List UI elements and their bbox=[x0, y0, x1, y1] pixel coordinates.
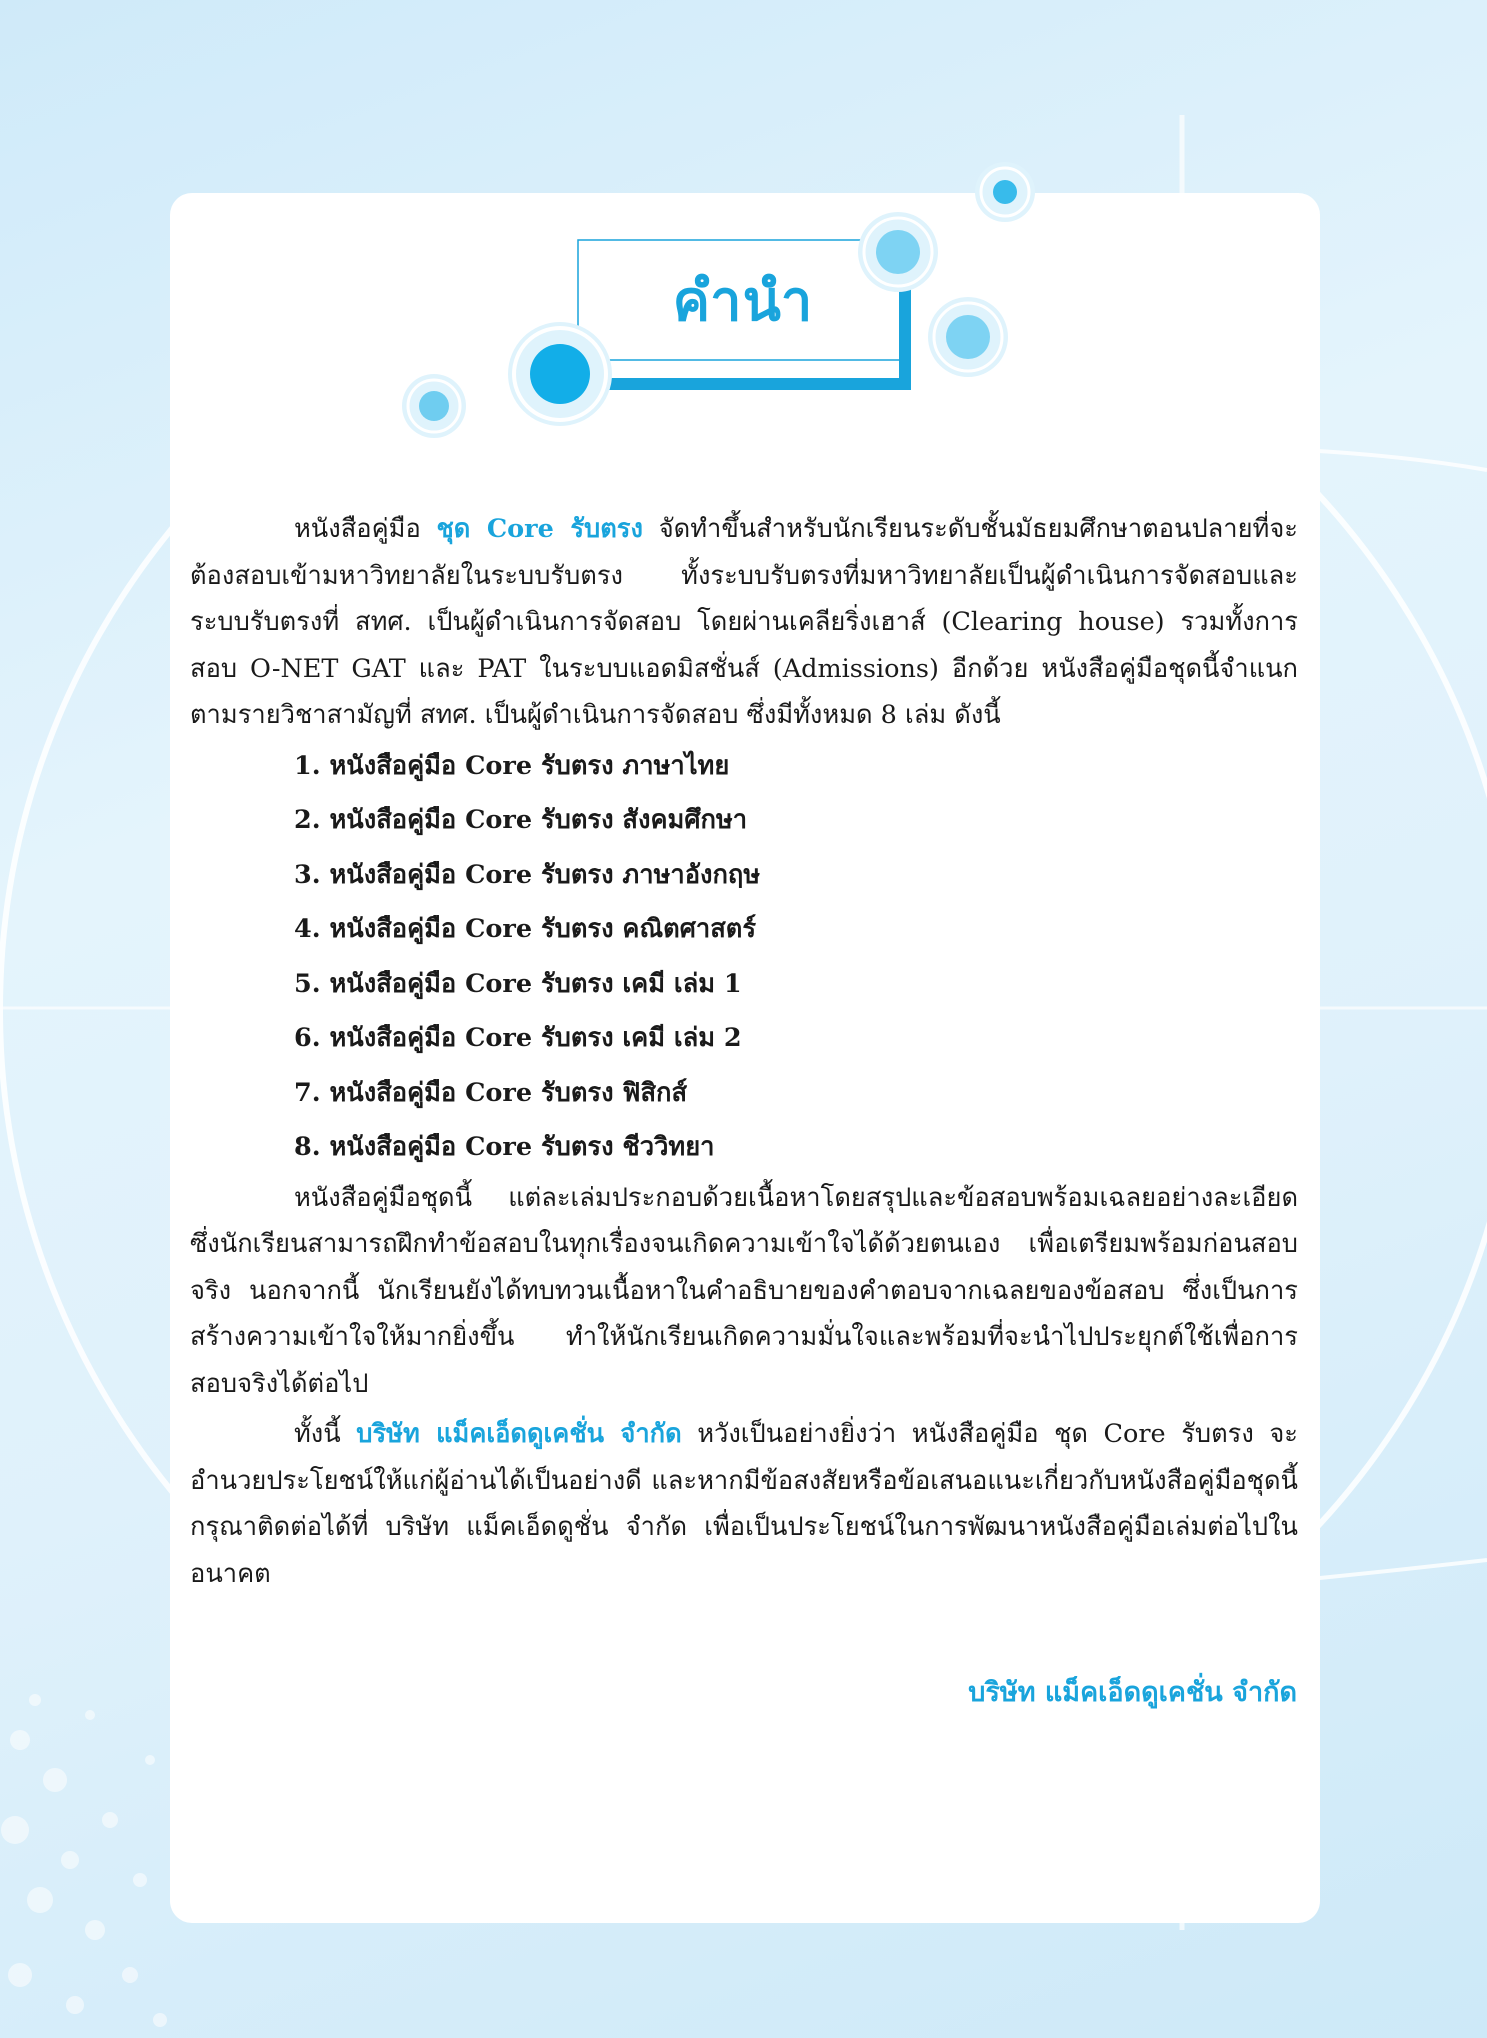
list-item: 8. หนังสือคู่มือ Core รับตรง ชีววิทยา bbox=[294, 1132, 715, 1162]
series-name-highlight: ชุด Core รับตรง bbox=[436, 514, 643, 544]
closing-lead: ทั้งนี้ bbox=[294, 1419, 357, 1449]
closing-rest: หวังเป็นอย่างยิ่งว่า หนังสือคู่มือ ชุด Core รับตรง จะอำนวยประโยชน์ให้แก่ผู้อ่านได้เป็นอย่างดี และหากมีข้อสงสัยหรือข้อเสนอแนะเกี่ยวกับหนังสือคู่มือชุดนี้ กรุณาติดต่อได้ที่ บริษัท แม็คเอ็ดดูชั่น จำกัด เพื่อเป็นประโยชน์ในการพัฒนาหนังสือคู่มือเล่มต่อไปในอนาคต bbox=[190, 1419, 1298, 1589]
book-list bbox=[190, 739, 1298, 1175]
preface-body bbox=[190, 506, 1298, 1597]
list-item: 1. หนังสือคู่มือ Core รับตรง ภาษาไทย bbox=[294, 750, 730, 781]
list-item: 2. หนังสือคู่มือ Core รับตรง สังคมศึกษา bbox=[294, 805, 748, 835]
title-badge-decoration bbox=[0, 0, 1487, 470]
list-item: 6. หนังสือคู่มือ Core รับตรง เคมี เล่ม 2 bbox=[294, 1023, 742, 1053]
list-item: 5. หนังสือคู่มือ Core รับตรง เคมี เล่ม 1 bbox=[294, 968, 742, 999]
content-paragraph: หนังสือคู่มือชุดนี้ แต่ละเล่มประกอบด้วยเนื้อหาโดยสรุปและข้อสอบพร้อมเฉลยอย่างละเอียด ซึ่งนักเรียนสามารถฝึกทำข้อสอบในทุกเรื่องจนเกิดความเข้าใจได้ด้วยตนเอง เพื่อเตรียมพร้อมก่อนสอบจริง นอกจากนี้ นักเรียนยังได้ทบทวนเนื้อหาในคำอธิบายของคำตอบจากเฉลยของข้อสอบ ซึ่งเป็นการสร้างความเข้าใจให้มากยิ่งขึ้น ทำให้นักเรียนเกิดความมั่นใจและพร้อมที่จะนำไปประยุกต์ใช้เพื่อการสอบจริงได้ต่อไป bbox=[190, 1182, 1298, 1399]
page-title: คำนำ bbox=[672, 268, 814, 334]
intro-lead: หนังสือคู่มือ bbox=[294, 514, 437, 544]
signature: บริษัท แม็คเอ็ดดูเคชั่น จำกัด bbox=[968, 1677, 1297, 1708]
intro-rest: จัดทำขึ้นสำหรับนักเรียนระดับชั้นมัธยมศึกษาตอนปลายที่จะต้องสอบเข้ามหาวิทยาลัยในระบบรับตรง ทั้งระบบรับตรงที่มหาวิทยาลัยเป็นผู้ดำเนินการจัดสอบและระบบรับตรงที่ สทศ. เป็นผู้ดำเนินการจัดสอบ โดยผ่านเคลียริ่งเฮาส์ (Clearing house) รวมทั้งการสอบ O-NET GAT และ PAT ในระบบแอดมิสชั่นส์ (Admissions) อีกด้วย หนังสือคู่มือชุดนี้จำแนกตามรายวิชาสามัญที่ สทศ. เป็นผู้ดำเนินการจัดสอบ ซึ่งมีทั้งหมด 8 เล่ม ดังนี้ bbox=[190, 514, 1298, 730]
list-item: 3. หนังสือคู่มือ Core รับตรง ภาษาอังกฤษ bbox=[294, 859, 761, 890]
list-item: 4. หนังสือคู่มือ Core รับตรง คณิตศาสตร์ bbox=[294, 914, 757, 944]
list-item: 7. หนังสือคู่มือ Core รับตรง ฟิสิกส์ bbox=[294, 1077, 688, 1108]
intro-paragraph bbox=[190, 506, 1298, 739]
company-name-highlight: บริษัท แม็คเอ็ดดูเคชั่น จำกัด bbox=[356, 1419, 682, 1449]
closing-paragraph bbox=[190, 1411, 1298, 1597]
